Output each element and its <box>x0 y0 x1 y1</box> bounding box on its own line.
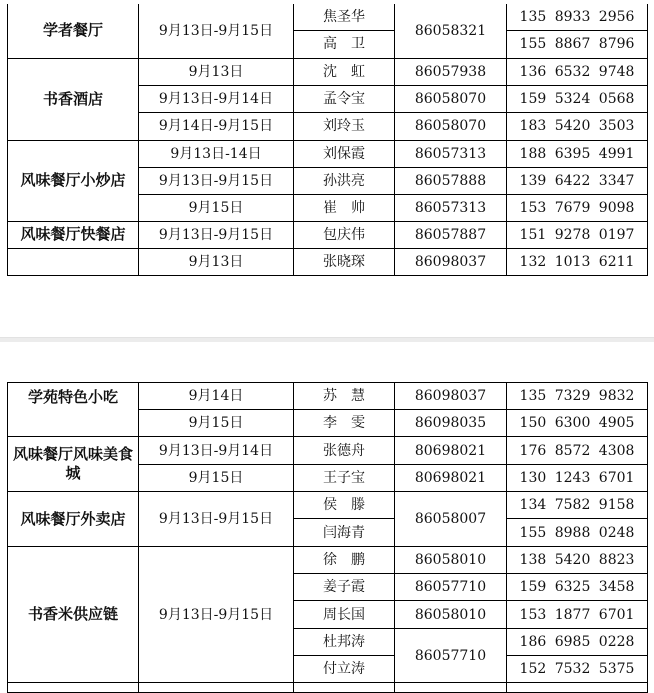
person-cell: 张晓琛 <box>294 248 395 275</box>
person-cell: 崔 帅 <box>294 194 395 221</box>
phone-cell: 159 5324 0568 <box>507 85 648 112</box>
phone-cell: 135 7329 9832 <box>507 383 648 410</box>
phone-cell: 151 9278 0197 <box>507 221 648 248</box>
person-cell: 张德舟 <box>294 437 395 465</box>
venue-name: 风味餐厅快餐店 <box>8 221 139 248</box>
table-row <box>8 4 648 30</box>
phone-cell: 153 1877 6701 <box>507 601 648 629</box>
ext-cell: 86058007 <box>395 492 507 547</box>
contact-table-page-1 <box>7 4 648 276</box>
date-cell: 9月13日-9月15日 <box>139 167 294 194</box>
date-cell: 9月15日 <box>139 465 294 492</box>
date-cell: 9月13日-9月15日 <box>139 4 294 58</box>
ext-cell: 86098037 <box>395 248 507 275</box>
person-cell: 闫海青 <box>294 519 395 547</box>
venue-name: 风味餐厅外卖店 <box>8 492 139 547</box>
phone-cell: 135 8933 2956 <box>507 4 648 30</box>
table-row <box>8 437 648 465</box>
person-cell: 姜子霞 <box>294 574 395 601</box>
table-row <box>8 383 648 410</box>
contact-table-page-2 <box>7 382 648 693</box>
date-cell: 9月13日 <box>139 248 294 275</box>
person-cell: 李 雯 <box>294 410 395 437</box>
phone-cell: 155 8867 8796 <box>507 30 648 58</box>
phone-cell: 183 5420 3503 <box>507 112 648 140</box>
person-cell: 高 卫 <box>294 30 395 58</box>
date-cell: 9月15日 <box>139 194 294 221</box>
person-cell: 刘玲玉 <box>294 112 395 140</box>
date-cell: 9月15日 <box>139 410 294 437</box>
date-cell: 9月13日-9月15日 <box>139 221 294 248</box>
ext-cell: 86057938 <box>395 58 507 85</box>
ext-cell: 86058070 <box>395 112 507 140</box>
person-cell: 孟令宝 <box>294 85 395 112</box>
venue-name: 书香酒店 <box>8 58 139 140</box>
ext-cell: 86057313 <box>395 194 507 221</box>
venue-name <box>8 248 139 275</box>
date-cell: 9月13日-9月14日 <box>139 437 294 465</box>
table-row <box>8 221 648 248</box>
ext-cell: 86057313 <box>395 140 507 167</box>
date-cell: 9月13日-9月15日 <box>139 492 294 547</box>
phone-cell: 176 8572 4308 <box>507 437 648 465</box>
phone-cell: 186 6985 0228 <box>507 629 648 656</box>
phone-cell: 134 7582 9158 <box>507 492 648 519</box>
ext-cell: 86058070 <box>395 85 507 112</box>
venue-name: 书香米供应链 <box>8 547 139 683</box>
table-row <box>8 140 648 167</box>
table-row <box>8 248 648 275</box>
ext-cell: 86057710 <box>395 574 507 601</box>
table-row <box>8 58 648 85</box>
phone-cell: 153 7679 9098 <box>507 194 648 221</box>
page-separator <box>0 337 654 342</box>
ext-cell: 86058321 <box>395 4 507 58</box>
ext-cell: 80698021 <box>395 465 507 492</box>
person-cell: 刘保霞 <box>294 140 395 167</box>
person-cell: 付立涛 <box>294 656 395 683</box>
person-cell: 包庆伟 <box>294 221 395 248</box>
person-cell: 沈 虹 <box>294 58 395 85</box>
ext-cell: 86098037 <box>395 383 507 410</box>
table-row <box>8 492 648 519</box>
phone-cell: 136 6532 9748 <box>507 58 648 85</box>
ext-cell: 86057888 <box>395 167 507 194</box>
table-row-partial <box>8 683 648 693</box>
phone-cell: 130 1243 6701 <box>507 465 648 492</box>
date-cell: 9月14日 <box>139 383 294 410</box>
phone-cell: 139 6422 3347 <box>507 167 648 194</box>
phone-cell: 132 1013 6211 <box>507 248 648 275</box>
phone-cell: 159 6325 3458 <box>507 574 648 601</box>
ext-cell: 86057710 <box>395 629 507 683</box>
person-cell: 苏 慧 <box>294 383 395 410</box>
phone-cell: 152 7532 5375 <box>507 656 648 683</box>
date-cell: 9月14日-9月15日 <box>139 112 294 140</box>
phone-cell: 138 5420 8823 <box>507 547 648 574</box>
ext-cell: 86098035 <box>395 410 507 437</box>
person-cell: 侯 滕 <box>294 492 395 519</box>
page-top-edge <box>0 0 654 4</box>
ext-cell: 86058010 <box>395 547 507 574</box>
date-cell: 9月13日-9月14日 <box>139 85 294 112</box>
person-cell: 杜邦涛 <box>294 629 395 656</box>
ext-cell: 86057887 <box>395 221 507 248</box>
page-gap <box>0 277 654 382</box>
person-cell: 周长国 <box>294 601 395 629</box>
person-cell: 焦圣华 <box>294 4 395 30</box>
phone-cell: 155 8988 0248 <box>507 519 648 547</box>
phone-cell: 150 6300 4905 <box>507 410 648 437</box>
ext-cell: 86058010 <box>395 601 507 629</box>
phone-cell: 188 6395 4991 <box>507 140 648 167</box>
table-row <box>8 547 648 574</box>
date-cell: 9月13日-14日 <box>139 140 294 167</box>
venue-name: 学者餐厅 <box>8 4 139 58</box>
ext-cell: 80698021 <box>395 437 507 465</box>
date-cell: 9月13日 <box>139 58 294 85</box>
date-cell: 9月13日-9月15日 <box>139 547 294 683</box>
person-cell: 王子宝 <box>294 465 395 492</box>
venue-name: 风味餐厅小炒店 <box>8 140 139 221</box>
venue-name: 风味餐厅风味美食城 <box>8 437 139 492</box>
venue-name: 学苑特色小吃 <box>8 383 139 437</box>
person-cell: 徐 鹏 <box>294 547 395 574</box>
person-cell: 孙洪亮 <box>294 167 395 194</box>
